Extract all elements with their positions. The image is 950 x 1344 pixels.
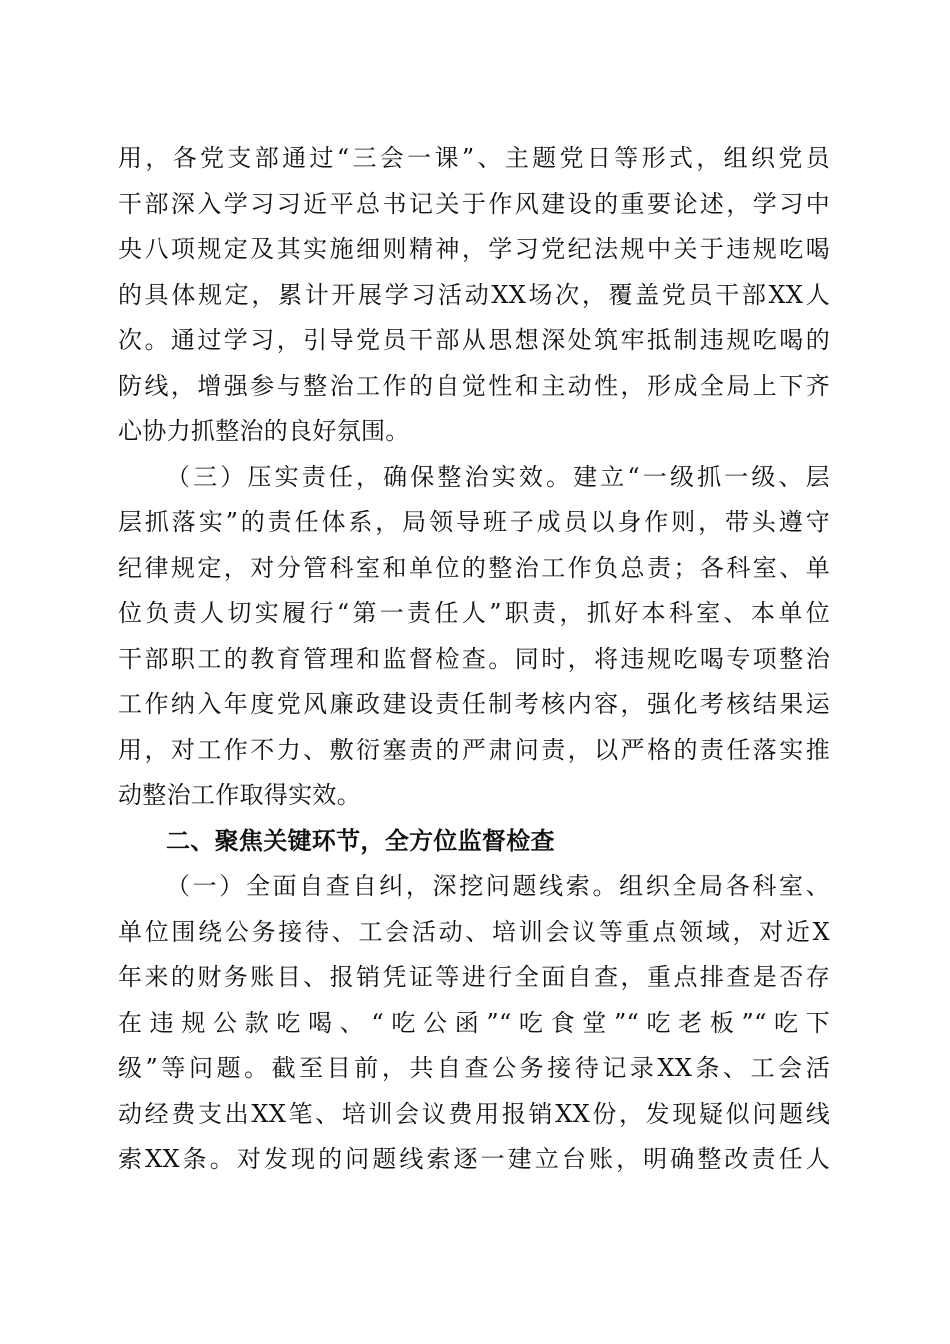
paragraph-line: 干部职工的教育管理和监督检查。同时，将违规吃喝专项整治 — [118, 644, 830, 673]
paragraph-line: 央八项规定及其实施细则精神，学习党纪法规中关于违规吃喝 — [118, 235, 830, 263]
paragraph-line: 年来的财务账目、报销凭证等进行全面自查，重点排查是否存 — [118, 963, 830, 991]
paragraph-line: 心协力抓整治的良好氛围。 — [118, 417, 410, 445]
paragraph-line: （一）全面自查自纠，深挖问题线索。组织全局各科室、 — [166, 872, 830, 900]
paragraph-line: 用，对工作不力、敷衍塞责的严肃问责，以严格的责任落实推 — [118, 735, 830, 764]
paragraph-self-inspection — [118, 864, 830, 1183]
paragraph-study-activities — [118, 136, 830, 455]
paragraph-line: 的具体规定，累计开展学习活动XX场次，覆盖党员干部XX人 — [118, 280, 830, 309]
paragraph-line: 干部深入学习习近平总书记关于作风建设的重要论述，学习中 — [118, 189, 830, 218]
paragraph-line: 次。通过学习，引导党员干部从思想深处筑牢抵制违规吃喝的 — [118, 326, 830, 354]
paragraph-line: 单位围绕公务接待、工会活动、培训会议等重点领域，对近X — [118, 917, 830, 946]
paragraph-line: 用，各党支部通过“三会一课”、主题党日等形式，组织党员 — [118, 144, 830, 172]
document-body — [118, 136, 830, 1183]
paragraph-line: 纪律规定，对分管科室和单位的整治工作负总责；各科室、单 — [118, 553, 830, 582]
paragraph-responsibility — [118, 455, 830, 819]
paragraph-line: 索XX条。对发现的问题线索逐一建立台账，明确整改责任人 — [118, 1145, 830, 1173]
paragraph-line: 防线，增强参与整治工作的自觉性和主动性，形成全局上下齐 — [118, 371, 830, 400]
paragraph-line: 层抓落实”的责任体系，局领导班子成员以身作则，带头遵守 — [118, 508, 830, 536]
paragraph-line: （三）压实责任，确保整治实效。建立“一级抓一级、层 — [166, 462, 830, 491]
paragraph-line: 位负责人切实履行“第一责任人”职责，抓好本科室、本单位 — [118, 599, 830, 627]
paragraph-line: 动整治工作取得实效。 — [118, 781, 361, 809]
paragraph-line: 动经费支出XX笔、培训会议费用报销XX份，发现疑似问题线 — [118, 1099, 830, 1128]
paragraph-line: 工作纳入年度党风廉政建设责任制考核内容，强化考核结果运 — [118, 690, 830, 718]
section-heading: 二、聚焦关键环节，全方位监督检查 — [166, 826, 555, 855]
paragraph-line: 级”等问题。截至目前，共自查公务接待记录XX条、工会活 — [118, 1054, 830, 1082]
paragraph-line: 在违规公款吃喝、“吃公函”“吃食堂”“吃老板”“吃下 — [118, 1008, 830, 1037]
